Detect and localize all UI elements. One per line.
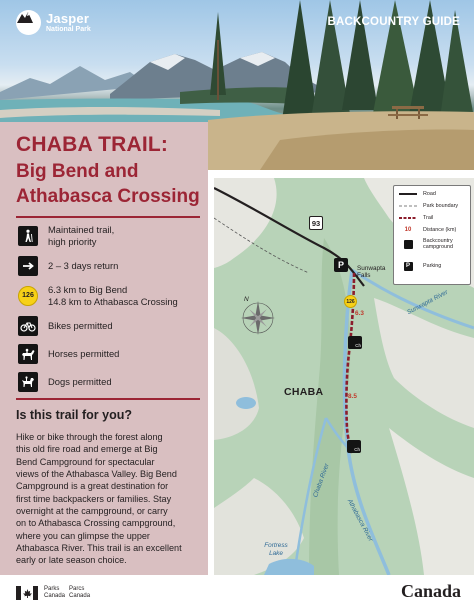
legend-label: Parking [423,263,442,269]
highway-93-icon: 93 [309,216,323,230]
legend-park-boundary [399,202,458,210]
falls-label: Sunwapta Falls [357,265,386,279]
arrow-icon [18,256,38,276]
legend-road [399,190,436,198]
guide-label: BACKCOUNTRY GUIDE [327,16,460,28]
title-line-3: Athabasca Crossing [16,186,200,207]
region-label: CHABA [284,386,324,398]
description-line: first time backpackers or families. Stay [16,493,172,504]
fact-text-line: Maintained trail, [48,224,115,235]
brand-subtitle: National Park [46,26,91,33]
parking-symbol-icon: P [399,262,417,270]
fact-dogs [18,372,112,392]
fact-text-line: 2 – 3 days return [48,260,119,272]
canada-wordmark: Canada [401,581,462,601]
canada-flag-icon [16,586,38,600]
legend-trail [399,214,433,222]
distance-label: 8.5 [348,393,357,400]
legend-label: Trail [423,215,434,221]
title-line-2: Big Bend and [16,161,139,182]
agency-name-fr: Canada [69,593,91,599]
trail-126-icon: 126 [344,295,357,308]
description-line: overnight at the campground, or carry [16,506,168,517]
horse-icon [18,344,38,364]
campground-icon [347,440,361,453]
fact-horses [18,344,119,364]
fact-text-line: 6.3 km to Big Bend [48,284,128,295]
trail-title [16,133,206,209]
trail-symbol-icon [399,214,417,222]
boundary-symbol-icon [399,202,417,210]
campground-symbol-icon [399,240,417,248]
lake-label: Fortress Lake [264,542,288,557]
fact-bikes [18,316,113,336]
map-legend [393,185,471,285]
fact-text-line: Horses permitted [48,348,120,360]
description-line: Hike or bike through the forest along [16,432,163,442]
highway-126-icon: 126 [18,286,38,306]
legend-distance [399,226,456,234]
section-heading: Is this trail for you? [16,408,132,422]
sunwapta-river-label: Sunwapta River [406,288,450,317]
title-line-1: CHABA TRAIL: [16,133,169,156]
fact-trail-class [18,224,114,247]
legend-label: Park boundary [423,203,459,209]
chaba-river-label: Chaba River [312,462,331,499]
parks-canada-logo [16,586,90,600]
legend-label: Backcountry campground [423,238,453,250]
agency-name-en: Parks [44,586,60,592]
fact-duration [18,256,118,276]
description-line: Bend Campground for spectacular [16,456,155,467]
agency-name-en: Canada [44,593,66,599]
jasper-brand [16,10,91,35]
dog-icon [18,372,38,392]
campground-code: Ch [354,447,360,452]
distance-symbol-icon: 10 [404,227,412,233]
description-line: on to Athabasca Crossing campground, [16,518,176,529]
description-line: early or late season choice. [16,555,127,566]
description-line: Athabasca River. This trail is an excellent [16,543,182,554]
athabasca-river-label: Athabasca River [345,498,375,543]
distance-label: 6.3 [355,310,364,317]
parking-icon: P [334,258,348,272]
description-line: views of the Athabasca Valley. Big Bend [16,469,177,480]
description-line: where you can glimpse the upper [16,530,150,541]
title-divider [16,216,200,218]
fact-text-line: Bikes permitted [48,320,113,332]
footer [0,575,474,613]
description-line: this old fire road and emerge at Big [16,444,158,455]
park-emblem-icon [16,10,41,35]
compass-north-label: N [244,296,249,303]
agency-name-fr: Parcs [69,586,85,592]
bike-icon [18,316,38,336]
brand-name: Jasper [46,11,90,26]
legend-parking [399,262,441,270]
facts-divider [16,398,200,400]
legend-label: Road [423,191,436,197]
fact-text-line: 14.8 km to Athabasca Crossing [48,295,178,307]
legend-campground [399,238,469,250]
legend-label: Distance (km) [423,227,457,233]
hiker-icon [18,226,38,246]
fact-text-line: high priority [48,235,97,247]
campground-icon [348,336,362,349]
road-symbol-icon [399,190,417,198]
trail-description [16,431,200,567]
fact-text-line: Dogs permitted [48,376,112,388]
description-line: Campground is a great destination for [16,481,169,492]
campground-code: Ch [355,343,361,348]
fact-distance [18,284,178,307]
